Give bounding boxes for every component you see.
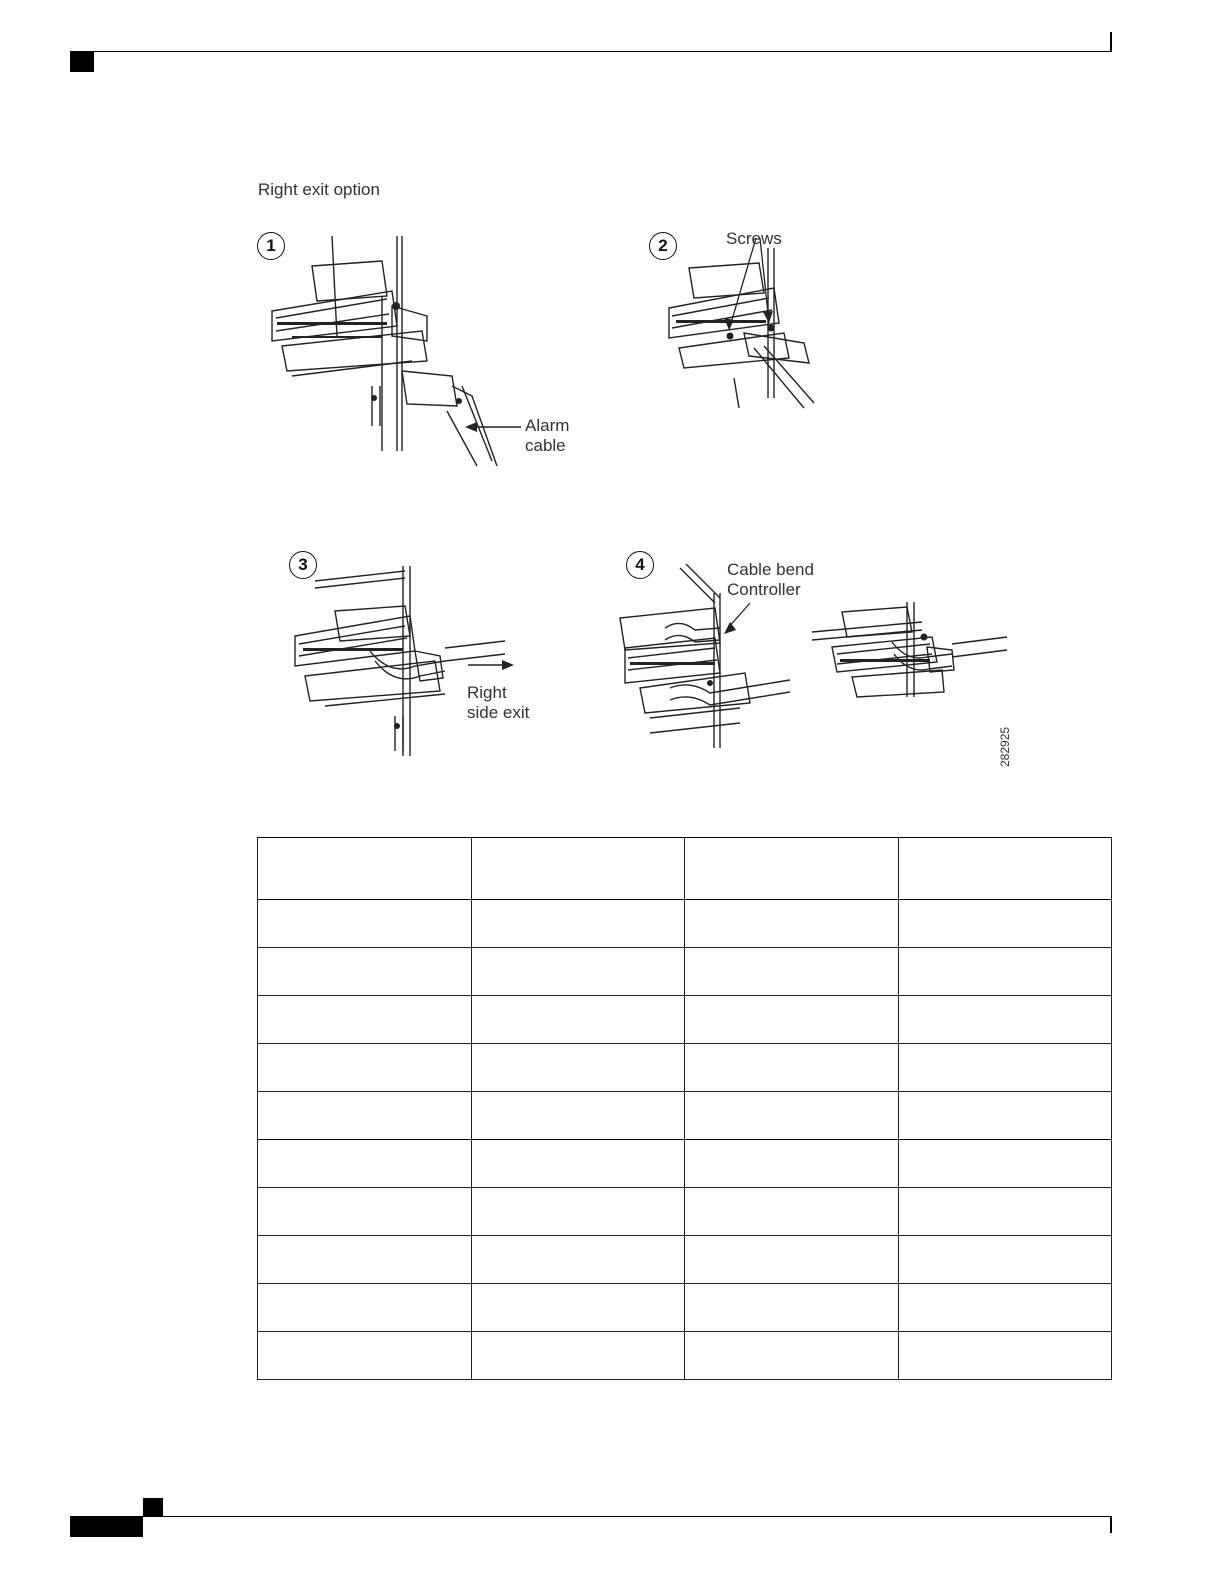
- step-3-badge: 3: [289, 551, 317, 579]
- table-row: [258, 1236, 1112, 1284]
- panel-2-illustration: [664, 248, 824, 413]
- callout-cable-bend-controller: Cable bend Controller: [727, 560, 814, 599]
- panel-4-side-view: [812, 602, 1012, 702]
- step-2-badge: 2: [649, 232, 677, 260]
- figure-id: 282925: [998, 726, 1012, 767]
- data-table: [257, 837, 1112, 1380]
- panel-4-illustration: [620, 568, 800, 753]
- alarm-cable-arrow: [465, 420, 525, 434]
- step-4-badge: 4: [626, 551, 654, 579]
- step-1-badge: 1: [257, 232, 285, 260]
- table-row: [258, 1188, 1112, 1236]
- callout-right-side-exit: Right side exit: [467, 683, 530, 722]
- figure-caption: Right exit option: [258, 180, 380, 199]
- header-corner-marker: [70, 52, 94, 72]
- footer-page-marker-small: [143, 1498, 163, 1516]
- footer-rule: [70, 1516, 1112, 1517]
- table-row: [258, 948, 1112, 996]
- callout-screws: Screws: [726, 229, 782, 248]
- table-row: [258, 1284, 1112, 1332]
- table-row: [258, 1332, 1112, 1380]
- header-right-tick: [1110, 32, 1112, 52]
- table-row: [258, 900, 1112, 948]
- callout-alarm-cable: Alarm cable: [525, 416, 570, 455]
- panel-1-illustration: [262, 236, 502, 471]
- footer-right-tick: [1110, 1517, 1112, 1533]
- table-row: [258, 1092, 1112, 1140]
- footer-page-tab: [70, 1516, 143, 1537]
- table-row: [258, 996, 1112, 1044]
- table-header-row: [258, 838, 1112, 900]
- right-exit-arrow: [468, 658, 514, 672]
- header-rule: [70, 51, 1112, 52]
- table-row: [258, 1140, 1112, 1188]
- table-row: [258, 1044, 1112, 1092]
